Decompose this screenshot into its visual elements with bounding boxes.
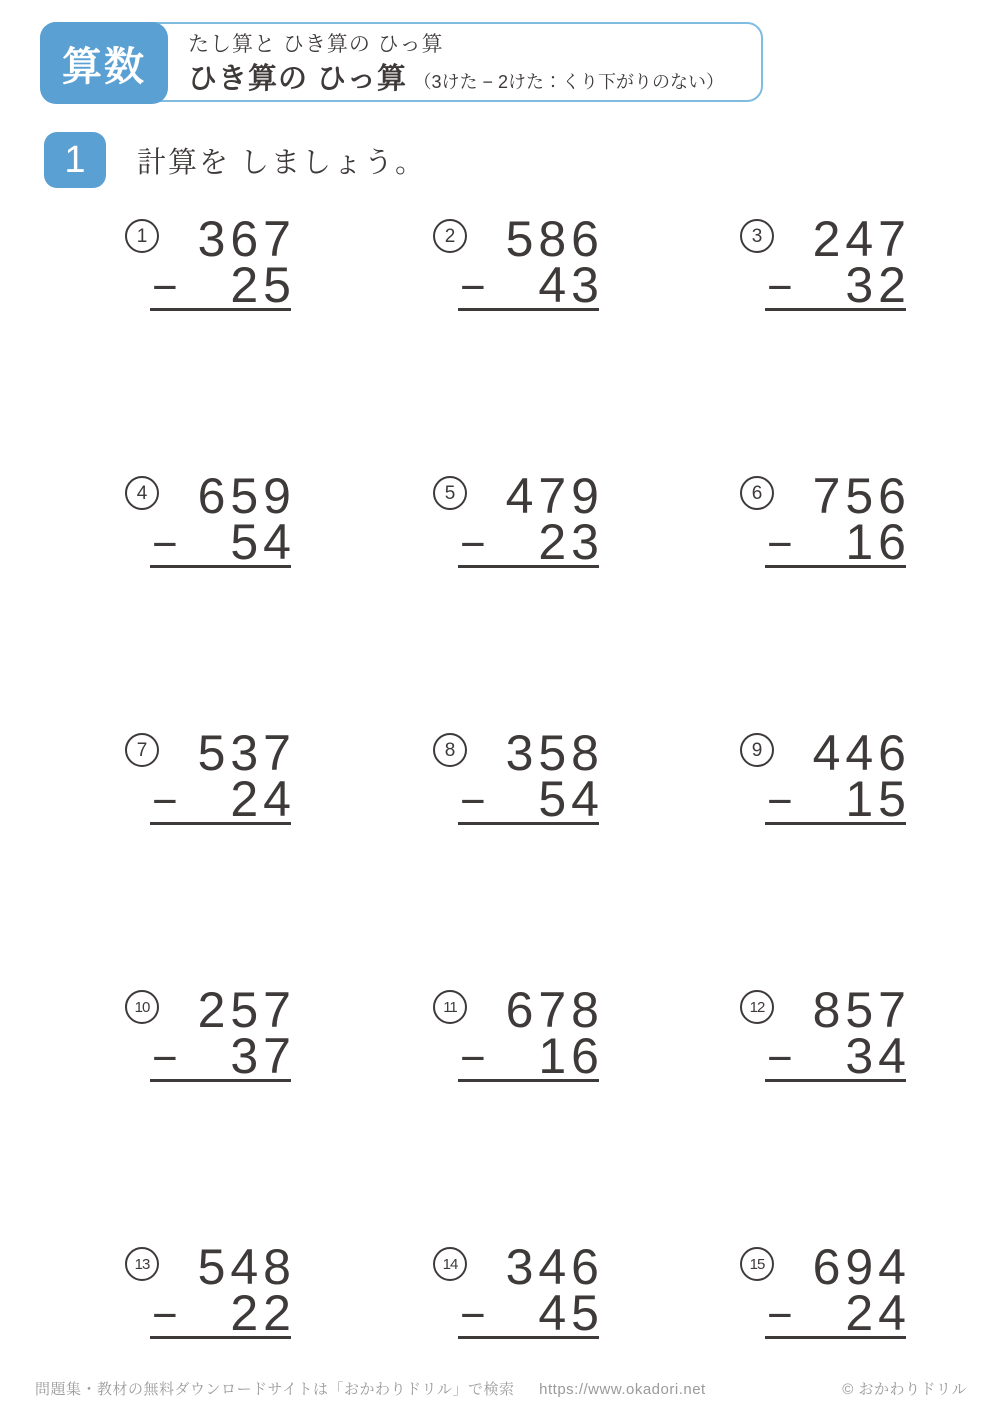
subtrahend-row-with-answer-line [150, 257, 296, 313]
subtraction-problem [444, 725, 604, 986]
problem-number-badge: 6 [740, 476, 774, 510]
main-title-row [188, 60, 724, 103]
series-title: たし算と ひき算の ひっ算 [188, 33, 444, 56]
minus-sign: − [152, 1034, 183, 1083]
subtrahend: 16 [538, 1028, 604, 1084]
worksheet-titles [188, 30, 724, 103]
problem-number-badge: 14 [433, 1247, 467, 1281]
subtrahend-row-with-answer-line [765, 257, 911, 313]
subtrahend-row-with-answer-line [458, 514, 604, 570]
problem-number-badge: 4 [125, 476, 159, 510]
section-instruction: 計算を しましょう。 [137, 146, 427, 179]
subtrahend: 22 [230, 1285, 296, 1341]
main-title: ひき算の ひっ算 [188, 63, 408, 95]
problem-number-badge: 7 [125, 733, 159, 767]
problem-number-badge: 10 [125, 990, 159, 1024]
subtrahend: 54 [230, 514, 296, 570]
problem-number-badge: 12 [740, 990, 774, 1024]
subtrahend: 45 [538, 1285, 604, 1341]
minuend: 358 [505, 725, 604, 781]
problem-number-badge: 5 [433, 476, 467, 510]
problem-number-badge: 2 [433, 219, 467, 253]
subtrahend-row-with-answer-line [458, 1285, 604, 1341]
minuend: 367 [197, 211, 296, 267]
minuend: 586 [505, 211, 604, 267]
minuend-row [444, 468, 604, 524]
subtrahend-row-with-answer-line [458, 771, 604, 827]
subtraction-problem [136, 725, 296, 986]
minuend-row [442, 1239, 604, 1295]
subtrahend-row-with-answer-line [150, 771, 296, 827]
problems-grid [134, 211, 911, 1415]
minus-sign: − [767, 1291, 798, 1340]
subtraction-problem [136, 468, 296, 729]
footer-site-info [35, 1378, 706, 1399]
minuend: 756 [812, 468, 911, 524]
minuend: 548 [197, 1239, 296, 1295]
section-head [44, 132, 426, 188]
subtrahend: 23 [538, 514, 604, 570]
minuend: 537 [197, 725, 296, 781]
subtraction-problem [751, 468, 911, 729]
main-title-qualifier: （3けた − 2けた：くり下がりのない） [413, 72, 725, 92]
subtrahend: 16 [845, 514, 911, 570]
subtrahend: 25 [230, 257, 296, 313]
minuend-row [749, 1239, 911, 1295]
minuend: 257 [197, 982, 296, 1038]
subtrahend: 43 [538, 257, 604, 313]
subject-badge: 算数 [40, 22, 168, 104]
page-footer [35, 1378, 967, 1399]
minuend-row [444, 725, 604, 781]
problem-number-badge: 8 [433, 733, 467, 767]
minuend: 659 [197, 468, 296, 524]
subtrahend: 54 [538, 771, 604, 827]
subtrahend: 32 [845, 257, 911, 313]
minuend: 857 [812, 982, 911, 1038]
minus-sign: − [767, 777, 798, 826]
subtrahend-row-with-answer-line [150, 1028, 296, 1084]
minuend-row [134, 1239, 296, 1295]
problem-number-badge: 9 [740, 733, 774, 767]
subtrahend: 34 [845, 1028, 911, 1084]
minus-sign: − [152, 263, 183, 312]
minus-sign: − [460, 777, 491, 826]
minuend-row [749, 982, 911, 1038]
minuend: 247 [812, 211, 911, 267]
minus-sign: − [152, 1291, 183, 1340]
footer-site-url: https://www.okadori.net [539, 1381, 706, 1398]
minuend-row [136, 211, 296, 267]
problem-number-badge: 11 [433, 990, 467, 1024]
minuend: 694 [812, 1239, 911, 1295]
minus-sign: − [152, 520, 183, 569]
minus-sign: − [767, 520, 798, 569]
subtraction-problem [751, 211, 911, 472]
minus-sign: − [152, 777, 183, 826]
minuend-row [136, 468, 296, 524]
problem-number-badge: 13 [125, 1247, 159, 1281]
subtraction-problem [443, 982, 604, 1243]
subtraction-problem [751, 725, 911, 986]
subtraction-problem [749, 982, 911, 1243]
subtrahend: 24 [230, 771, 296, 827]
problem-number-badge: 3 [740, 219, 774, 253]
problem-number-badge: 15 [740, 1247, 774, 1281]
subtrahend-row-with-answer-line [765, 1028, 911, 1084]
subtrahend-row-with-answer-line [458, 1028, 604, 1084]
minuend-row [751, 468, 911, 524]
minuend: 678 [505, 982, 604, 1038]
subtrahend: 15 [845, 771, 911, 827]
minuend: 346 [505, 1239, 604, 1295]
subtrahend: 37 [230, 1028, 296, 1084]
problem-number-badge: 1 [125, 219, 159, 253]
subtrahend-row-with-answer-line [765, 514, 911, 570]
footer-site-text: 問題集・教材の無料ダウンロードサイトは「おかわりドリル」で検索 [35, 1381, 515, 1398]
minuend: 446 [812, 725, 911, 781]
minus-sign: − [767, 1034, 798, 1083]
subtraction-problem [444, 468, 604, 729]
minuend: 479 [505, 468, 604, 524]
worksheet-header [40, 22, 763, 102]
subtrahend-row-with-answer-line [765, 771, 911, 827]
subtrahend-row-with-answer-line [458, 257, 604, 313]
subtraction-problem [444, 211, 604, 472]
minus-sign: − [460, 1291, 491, 1340]
subtrahend-row-with-answer-line [150, 514, 296, 570]
footer-copyright: © おかわりドリル [842, 1381, 967, 1398]
minuend-row [136, 725, 296, 781]
section-number-badge: 1 [44, 132, 106, 188]
subtrahend-row-with-answer-line [765, 1285, 911, 1341]
minus-sign: − [460, 263, 491, 312]
minuend-row [751, 725, 911, 781]
subtrahend-row-with-answer-line [150, 1285, 296, 1341]
subtrahend: 24 [845, 1285, 911, 1341]
subtraction-problem [134, 982, 296, 1243]
minus-sign: − [767, 263, 798, 312]
subtraction-problem [136, 211, 296, 472]
minuend-row [443, 982, 604, 1038]
minuend-row [751, 211, 911, 267]
minus-sign: − [460, 1034, 491, 1083]
minuend-row [444, 211, 604, 267]
minuend-row [134, 982, 296, 1038]
minus-sign: − [460, 520, 491, 569]
